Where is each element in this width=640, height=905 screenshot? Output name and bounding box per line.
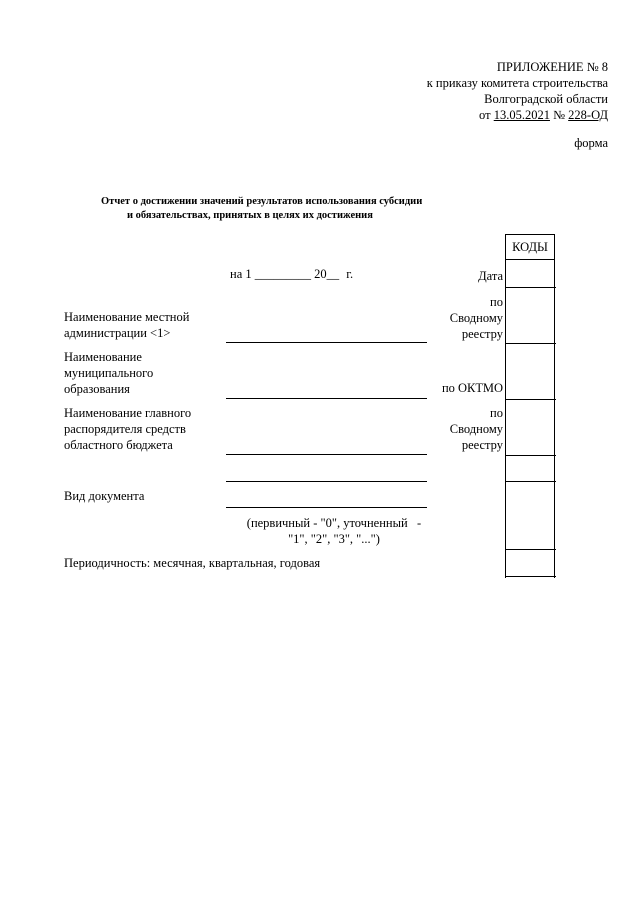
local-admin-field-line [226,342,427,343]
periodicity-label: Периодичность: месячная, квартальная, годовая [64,556,321,570]
codes-column-left-border [505,260,506,578]
extra-field-line [226,481,427,482]
report-date-row: на 1 _________ 20__ г. [230,267,354,281]
report-title: Отчет о достижении значений результатов использования субсидии и обязательствах, принятых в целях их достижения [101,196,423,221]
codes-divider [505,287,556,288]
doc-type-hint: (первичный - "0", уточненный - "1", "2", "3", "...") [246,516,422,546]
main-manager-label: Наименование главного распорядителя средств областного бюджета [64,406,192,452]
day-month-blank: _________ [254,267,311,281]
local-admin-label: Наименование местной администрации <1> [64,310,190,340]
codes-divider [505,455,556,456]
doc-type-label: Вид документа [64,489,145,503]
codes-column-right-border [554,260,555,578]
main-manager-code-label: по Сводному реестру [449,406,503,452]
municipality-label: Наименование муниципального образования [64,350,154,396]
order-number: 228-ОД [568,108,608,122]
codes-divider [505,549,556,550]
order-date: 13.05.2021 [493,108,550,122]
codes-date-label: Дата [478,269,503,283]
doc-type-field-line [226,507,427,508]
codes-header: КОДЫ [505,234,555,260]
codes-divider [505,343,556,344]
codes-column-bottom [505,576,556,577]
form-label: форма [574,136,608,150]
order-region: Волгоградской области [484,92,608,106]
appendix-number: ПРИЛОЖЕНИЕ № 8 [496,60,608,74]
order-date-number: от 13.05.2021 № 228-ОД [479,108,608,122]
local-admin-code-label: по Сводному реестру [449,295,503,341]
oktmo-code-label: по ОКТМО [441,381,503,395]
appendix-header [308,59,608,123]
order-reference: к приказу комитета строительства [426,76,608,90]
municipality-field-line [226,398,427,399]
year-blank: __ [326,267,340,281]
codes-divider [505,481,556,482]
codes-divider [505,399,556,400]
main-manager-field-line [226,454,427,455]
